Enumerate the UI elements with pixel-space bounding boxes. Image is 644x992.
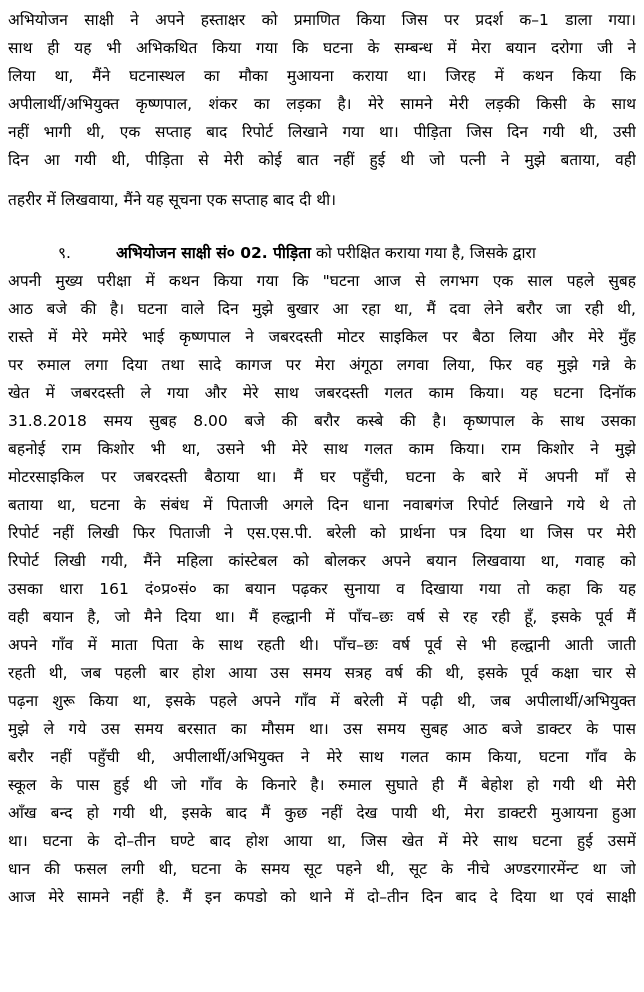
- p2-line-19: बरौर नहीं पहुँची थी, अपीलार्थी/अभियुक्त ने मेरे साथ गलत काम किया, घटना गाँव के: [8, 748, 636, 766]
- p1-line-5: नहीं भागी थी, एक सप्ताह बाद रिपोर्ट लिखाने गया था। पीड़िता जिस दिन गयी थी, उसी: [8, 123, 636, 141]
- p2-line-9: मोटरसाइकिल पर जबरदस्ती बैठाया था। मैं घर पहुँची, घटना के बारे में अपनी माँ से: [8, 468, 636, 486]
- p2-line-11: रिपोर्ट नहीं लिखी फिर पिताजी ने एस.एस.पी. बरेली को प्रार्थना पत्र दिया था जिस पर मेरी: [8, 524, 636, 542]
- p2-line-21: आँख बन्द हो गयी थी, इसके बाद मैं कुछ नहीं देख पायी थी, मेरा डाक्टरी मुआयना हुआ: [8, 804, 636, 822]
- p2-line-14: वही बयान है, जो मैने दिया था। मैं हल्द्वानी में पाँच–छः वर्ष से रह रही हूँ, इसके पूर्व मैं: [8, 608, 636, 626]
- p1-line-6: दिन आ गयी थी, पीड़िता से मेरी कोई बात नहीं हुई थी जो पत्नी ने मुझे बताया, वही: [8, 151, 636, 169]
- p1-line-3: लिया था, मैंने घटनास्थल का मौका मुआयना कराया था। जिरह में कथन किया कि: [8, 67, 636, 85]
- p2-line-5: पर रुमाल लगा दिया तथा सादे कागज पर मेरा अंगूठा लगवा लिया, फिर वह मुझे गन्ने के: [8, 356, 636, 374]
- p1-line-2: साथ ही यह भी अभिकथित किया गया कि घटना के सम्बन्ध में मेरा बयान दरोगा जी ने: [8, 39, 636, 57]
- p2-line-24: आज मेरे सामने नहीं है. मैं इन कपडो को थाने में दो–तीन दिन बाद दे दिया था एवं साक्षी: [8, 888, 636, 906]
- p2-first-line: [8, 243, 636, 265]
- p2-line-12: रिपोर्ट लिखी गयी, मैंने महिला कांस्टेबल को बोलकर अपने बयान लिखवाया था, गवाह को: [8, 552, 636, 570]
- witness-heading: अभियोजन साक्षी सं० 02. पीड़िता: [116, 244, 312, 262]
- p2-line-10: बताया था, घटना के संबंध में पिताजी अगले दिन धाना नवाबगंज रिपोर्ट लिखाने गये थे तो: [8, 496, 636, 514]
- p2-line-17: पढ़ना शुरू किया था, इसके पहले अपने गाँव में बरेली में पढ़ी थी, जब अपीलार्थी/अभियुक्त: [8, 692, 636, 710]
- p2-line-22: था। घटना के दो–तीन घण्टे बाद होश आया था, जिस खेत में मेरे साथ घटना हुई उसमें: [8, 832, 636, 850]
- p2-line-4: रास्ते में मेरे ममेरे भाई कृष्णपाल ने जबरदस्ती मोटर साइकिल पर बैठा लिया और मेरे मुँह: [8, 328, 636, 346]
- p1-line-1: अभियोजन साक्षी ने अपने हस्ताक्षर को प्रमाणित किया जिस पर प्रदर्श क–1 डाला गया।: [8, 11, 636, 29]
- p2-line-13: उसका धारा 161 दं०प्र०सं० का बयान पढ़कर सुनाया व दिखाया गया तो कहा कि यह: [8, 580, 636, 598]
- p2-line-3: आठ बजे की है। घटना वाले दिन मुझे बुखार आ रहा था, मैं दवा लेने बरौर जा रही थी,: [8, 300, 636, 318]
- p2-line-20: स्कूल के पास हुई थी जो गाँव के किनारे है। रुमाल सुघाते ही मैं बेहोश हो गयी थी मेरी: [8, 776, 636, 794]
- p2-line-18: मुझे ले गये उस समय बरसात का मौसम था। उस समय सुबह आठ बजे डाक्टर के पास: [8, 720, 636, 738]
- p2-first-line-rest: को परीक्षित कराया गया है, जिसके द्वारा: [311, 244, 536, 262]
- p2-line-16: रहती थी, जब पहली बार होश आया उस समय सत्रह वर्ष की थी, इसके पूर्व कक्षा चार से: [8, 664, 636, 682]
- p1-line-7: तहरीर में लिखवाया, मैंने यह सूचना एक सप्ताह बाद दी थी।: [8, 191, 337, 209]
- p2-line-2: अपनी मुख्य परीक्षा में कथन किया गया कि "घटना आज से लगभग एक साल पहले सुबह: [8, 272, 636, 290]
- p1-line-4: अपीलार्थी/अभियुक्त कृष्णपाल, शंकर का लड़का है। मेरे सामने मेरी लड़की किसी के साथ: [8, 95, 636, 113]
- p2-line-23: धान की फसल लगी थी, घटना के समय सूट पहने थी, सूट के नीचे अण्डरगारमेंन्ट था जो: [8, 860, 636, 878]
- p2-line-15: अपने गाँव में माता पिता के साथ रहती थी। पाँच–छः वर्ष पूर्व से भी हल्द्वानी आती जाती: [8, 636, 636, 654]
- p2-line-7: 31.8.2018 समय सुबह 8.00 बजे की बरौर कस्बे की है। कृष्णपाल के साथ उसका: [8, 412, 636, 430]
- p2-line-6: खेत में जबरदस्ती ले गया और मेरे साथ जबरदस्ती गलत काम किया। यह घटना दिनॉक: [8, 384, 636, 402]
- p2-line-8: बहनोई राम किशोर भी था, उसने भी मेरे साथ गलत काम किया। राम किशोर ने मुझे: [8, 440, 636, 458]
- paragraph-number: ९.: [58, 244, 71, 262]
